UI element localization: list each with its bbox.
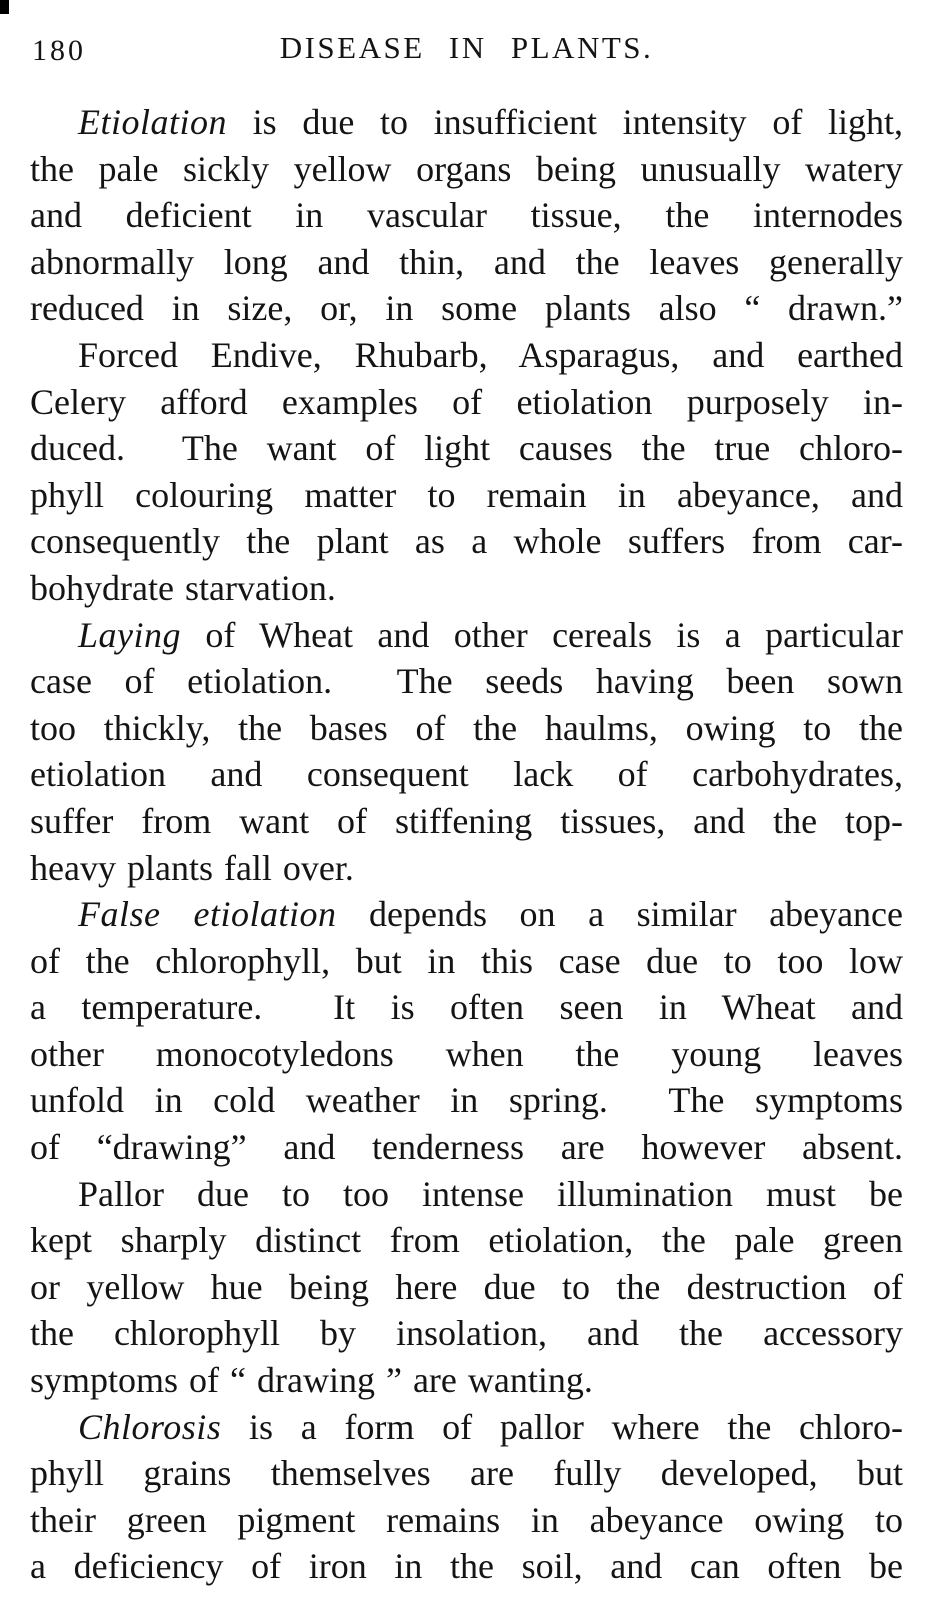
text-line bbox=[30, 751, 903, 798]
paragraph bbox=[30, 612, 903, 892]
text-segment: of the chlorophyll, but in this case due to too low bbox=[30, 940, 903, 981]
running-title: DISEASE IN PLANTS. bbox=[279, 30, 654, 65]
text-line bbox=[30, 1077, 903, 1124]
paragraph bbox=[30, 891, 903, 1171]
text-segment: of “drawing” and tenderness are however absent. bbox=[30, 1127, 903, 1168]
text-line bbox=[30, 518, 903, 565]
text-segment: suffer from want of stiffening tissues, and the top- bbox=[30, 800, 903, 841]
paragraph bbox=[30, 1404, 903, 1590]
text-line bbox=[30, 99, 903, 146]
text-line bbox=[30, 891, 903, 938]
text-line bbox=[30, 845, 903, 892]
page-header bbox=[30, 28, 903, 70]
text-segment: a temperature. It is often seen in Wheat and bbox=[30, 987, 903, 1028]
text-line bbox=[30, 239, 903, 286]
text-segment: is a form of pallor where the chloro- bbox=[221, 1406, 903, 1447]
text-segment: other monocotyledons when the young leaves bbox=[30, 1033, 903, 1074]
text-line bbox=[30, 705, 903, 752]
text-line bbox=[30, 612, 903, 659]
text-segment: is due to insufficient intensity of light, bbox=[227, 102, 903, 142]
text-line bbox=[30, 1404, 903, 1451]
text-segment: consequently the plant as a whole suffers from car- bbox=[30, 521, 903, 562]
page-number: 180 bbox=[32, 34, 86, 67]
text-segment: of Wheat and other cereals is a particular bbox=[181, 614, 903, 655]
text-segment: Celery afford examples of etiolation purposely in- bbox=[30, 381, 903, 422]
text-line bbox=[30, 379, 903, 426]
text-segment: Forced Endive, Rhubarb, Asparagus, and earthed bbox=[78, 334, 903, 375]
text-line bbox=[30, 1497, 903, 1544]
text-line bbox=[30, 285, 903, 332]
text-segment: Pallor due to too intense illumination must be bbox=[78, 1173, 903, 1214]
italic-term: False etiolation bbox=[78, 894, 337, 935]
text-line bbox=[30, 1310, 903, 1357]
paragraph bbox=[30, 332, 903, 612]
text-segment: too thickly, the bases of the haulms, owing to the bbox=[30, 707, 903, 748]
text-segment: symptoms of “ drawing ” are wanting. bbox=[30, 1360, 593, 1401]
text-line bbox=[30, 192, 903, 239]
text-line bbox=[30, 658, 903, 705]
scan-edge-artifact bbox=[0, 0, 9, 14]
text-segment: their green pigment remains in abeyance owing to bbox=[30, 1499, 903, 1540]
text-line bbox=[30, 938, 903, 985]
italic-term: Laying bbox=[78, 614, 182, 655]
text-segment: depends on a similar abeyance bbox=[336, 894, 903, 935]
paragraph bbox=[30, 99, 903, 332]
text-line bbox=[30, 332, 903, 379]
text-line bbox=[30, 425, 903, 472]
text-segment: and deficient in vascular tissue, the internodes bbox=[30, 195, 903, 236]
page-body bbox=[30, 99, 903, 1590]
text-segment: the chlorophyll by insolation, and the accessory bbox=[30, 1313, 903, 1354]
text-line bbox=[30, 565, 903, 612]
text-segment: or yellow hue being here due to the destruction of bbox=[30, 1266, 903, 1307]
text-line bbox=[30, 1124, 903, 1171]
text-line bbox=[30, 798, 903, 845]
text-segment: kept sharply distinct from etiolation, the pale green bbox=[30, 1220, 903, 1261]
text-segment: abnormally long and thin, and the leaves generally bbox=[30, 241, 903, 282]
text-line bbox=[30, 1543, 903, 1590]
text-segment: unfold in cold weather in spring. The symptoms bbox=[30, 1080, 903, 1121]
text-segment: the pale sickly yellow organs being unusually watery bbox=[30, 148, 903, 189]
text-line bbox=[30, 1450, 903, 1497]
italic-term: Chlorosis bbox=[78, 1406, 222, 1447]
text-segment: case of etiolation. The seeds having been sown bbox=[30, 661, 903, 702]
text-line bbox=[30, 1031, 903, 1078]
text-segment: a deficiency of iron in the soil, and can often be bbox=[30, 1546, 903, 1587]
text-segment: duced. The want of light causes the true chloro- bbox=[30, 428, 903, 469]
text-line bbox=[30, 472, 903, 519]
text-segment: phyll colouring matter to remain in abeyance, and bbox=[30, 474, 903, 515]
text-line bbox=[30, 146, 903, 193]
text-segment: heavy plants fall over. bbox=[30, 847, 354, 888]
text-line bbox=[30, 984, 903, 1031]
text-line bbox=[30, 1264, 903, 1311]
text-line bbox=[30, 1217, 903, 1264]
text-segment: reduced in size, or, in some plants also “ drawn.” bbox=[30, 288, 903, 329]
text-segment: phyll grains themselves are fully developed, but bbox=[30, 1453, 903, 1494]
paragraph bbox=[30, 1171, 903, 1404]
text-segment: etiolation and consequent lack of carbohydrates, bbox=[30, 754, 903, 795]
text-segment: bohydrate starvation. bbox=[30, 567, 336, 608]
text-line bbox=[30, 1171, 903, 1218]
text-line bbox=[30, 1357, 903, 1404]
italic-term: Etiolation bbox=[78, 102, 227, 142]
